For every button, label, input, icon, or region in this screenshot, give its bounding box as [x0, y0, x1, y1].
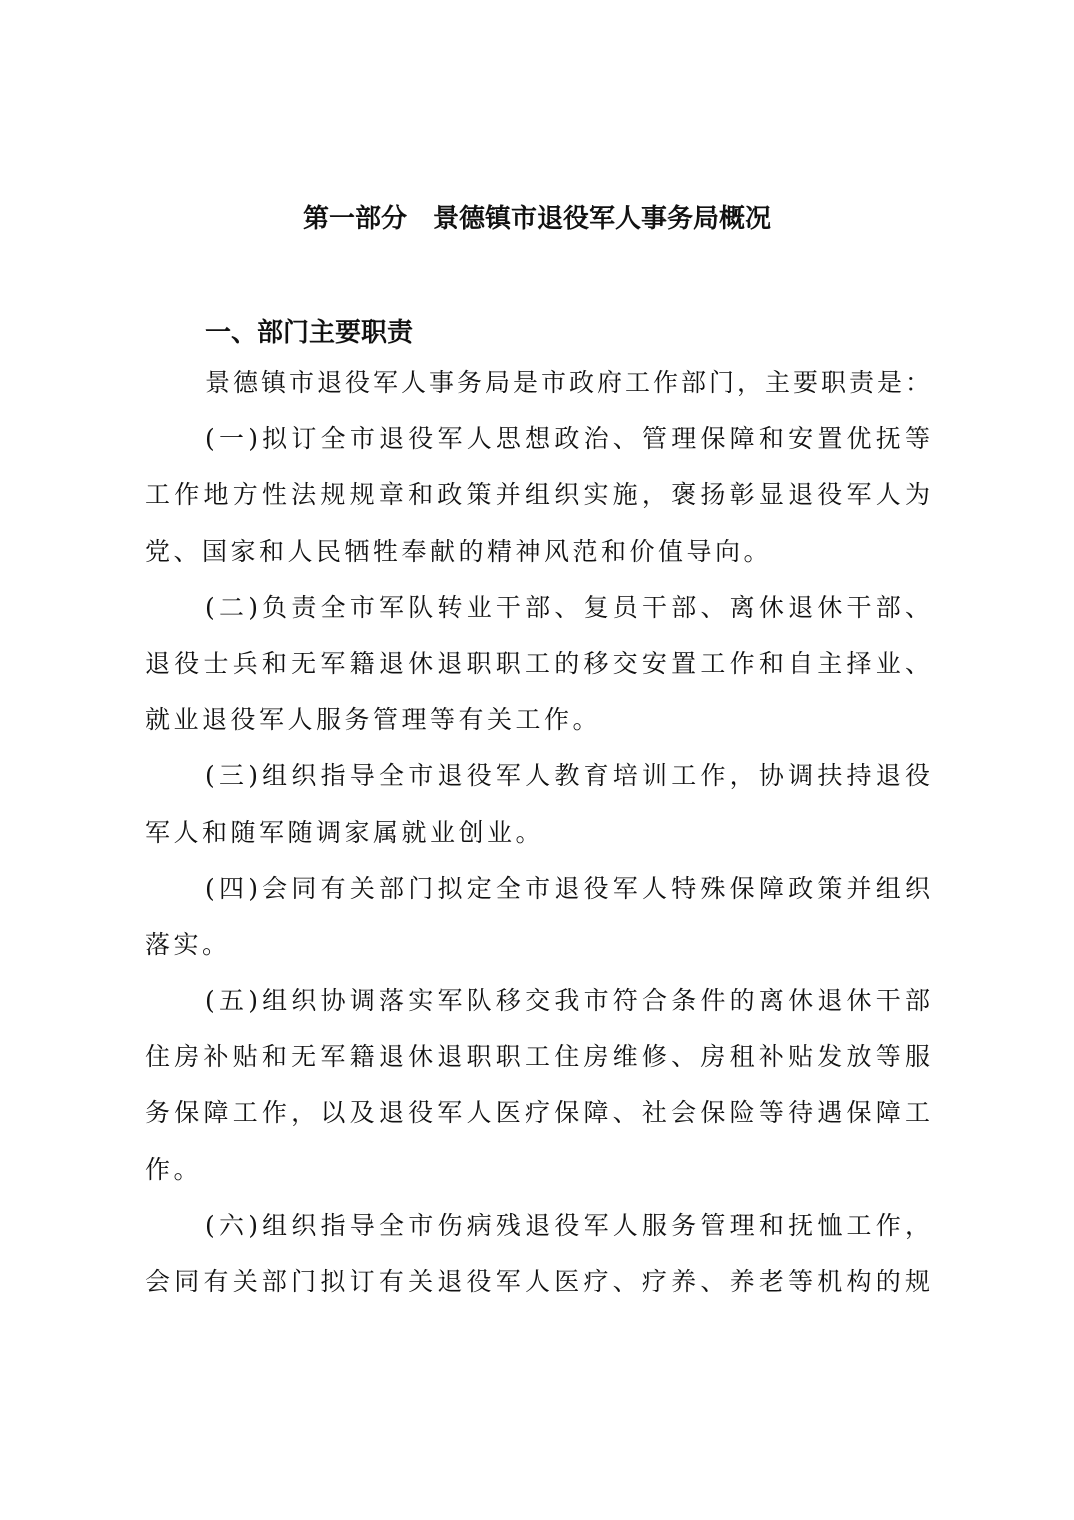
text-line: 落实。 — [145, 929, 231, 959]
text-line: 党、国家和人民牺牲奉献的精神风范和价值导向。 — [145, 536, 773, 566]
text-line: (一)拟订全市退役军人思想政治、管理保障和安置优抚等 — [205, 424, 930, 454]
text-line: 就业退役军人服务管理等有关工作。 — [145, 705, 602, 735]
text-line: 作。 — [145, 1154, 203, 1184]
page-title: 第一部分 景德镇市退役军人事务局概况 — [302, 204, 771, 234]
text-line: 务保障工作，以及退役军人医疗保障、社会保险等待遇保障工 — [145, 1098, 930, 1128]
text-line: 退役士兵和无军籍退休退职职工的移交安置工作和自主择业、 — [145, 648, 930, 678]
text-line: 会同有关部门拟订有关退役军人医疗、疗养、养老等机构的规 — [145, 1267, 930, 1296]
text-line: (二)负责全市军队转业干部、复员干部、离休退休干部、 — [205, 592, 930, 622]
text-line: 军人和随军随调家属就业创业。 — [145, 817, 545, 847]
text-line: (五)组织协调落实军队移交我市符合条件的离休退休干部 — [205, 986, 930, 1016]
section-heading: 一、部门主要职责 — [205, 318, 414, 348]
text-line: 景德镇市退役军人事务局是市政府工作部门，主要职责是： — [205, 368, 930, 397]
text-line: 住房补贴和无军籍退休退职职工住房维修、房租补贴发放等服 — [145, 1042, 930, 1072]
text-line: (三)组织指导全市退役军人教育培训工作，协调扶持退役 — [205, 761, 930, 791]
text-line: 工作地方性法规规章和政策并组织实施，褒扬彰显退役军人为 — [145, 480, 930, 510]
text-line: (四)会同有关部门拟定全市退役军人特殊保障政策并组织 — [205, 873, 930, 903]
text-line: (六)组织指导全市伤病残退役军人服务管理和抚恤工作， — [205, 1210, 930, 1240]
body-text — [145, 355, 930, 1310]
